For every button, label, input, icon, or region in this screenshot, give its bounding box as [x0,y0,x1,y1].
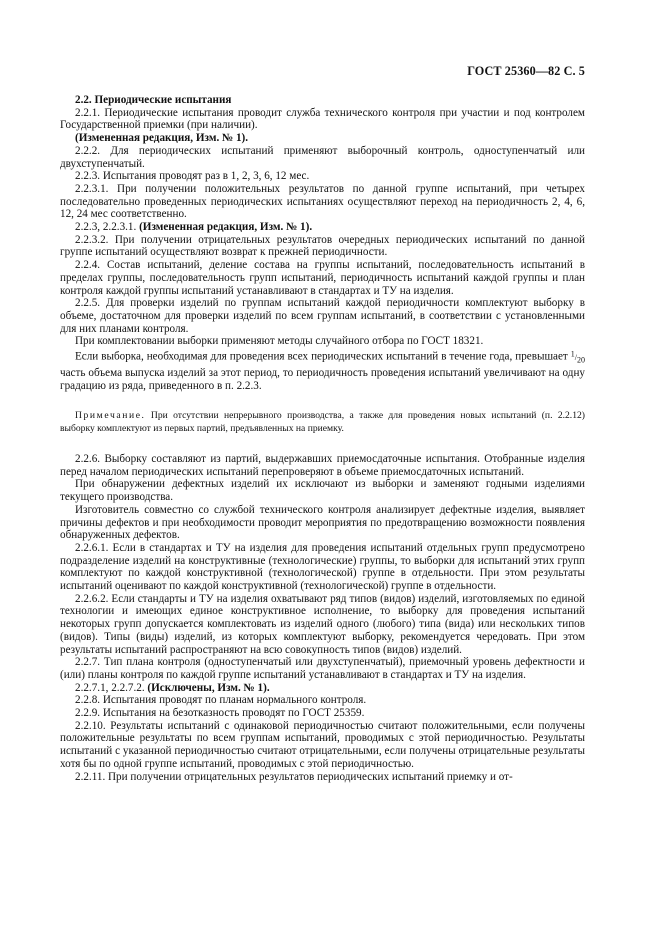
sample-size-text-a: Если выборка, необходимая для проведения всех периодических испытаний в течение года, превышает [75,350,571,363]
note-block [60,410,585,435]
paragraph-defect-replace: При обнаружении дефектных изделий их исключают из выборки и заменяют годными изделиями текущего производства. [60,478,585,504]
paragraph-2-2-6-1: 2.2.6.1. Если в стандартах и ТУ на изделия для проведения испытаний отдельных групп предусмотрено подразделение изделий на конструктивные (технологические) группы, то выборки для испытаний этих групп комплектуют по каждой конструктивной (технологической) группе в отдельности. При этом результаты испытаний оценивают по каждой конструктивной (технологической) группе в отдельности. [60,541,585,593]
paragraph-2-2-1: 2.2.1. Периодические испытания проводит служба технического контроля при участии и под контролем Государственной приемки (при наличии). [60,106,585,132]
fraction-one-twentieth: $^1/_{20}$ [570,349,585,365]
revision-note-2-prefix: 2.2.3, 2.2.3.1. [75,221,140,234]
section-title-2-2: 2.2. Периодические испытания [75,94,232,106]
revision-note-2 [60,221,585,234]
revision-note-2-bold: (Измененная редакция, Изм. № 1). [139,221,313,234]
paragraph-2-2-3-2: 2.2.3.2. При получении отрицательных результатов очередных периодических испытаний по данной группе испытаний осуществляют возврат к прежней периодичности. [60,233,585,259]
paragraph-defect-analysis: Изготовитель совместно со службой технического контроля анализирует дефектные изделия, выявляет причины дефектов и при необходимости проводит мероприятия по предотвращению возможности появления обнаруженных дефектов. [60,503,585,542]
note-label: Примечание. [75,410,146,422]
paragraph-2-2-5: 2.2.5. Для проверки изделий по группам испытаний каждой периодичности комплектуют выборку в объеме, достаточном для проверки изделий по всем группам испытаний, в соответствии с установленными для них планами контроля. [60,297,585,335]
paragraph-2-2-11: 2.2.11. При получении отрицательных результатов периодических испытаний приемку и от- [75,770,513,783]
paragraph-2-2-2: 2.2.2. Для периодических испытаний применяют выборочный контроль, одноступенчатый или двухступенчатый. [60,144,585,170]
fraction-denominator: 20 [577,355,585,365]
paragraph-2-2-8: 2.2.8. Испытания проводят по планам нормального контроля. [75,694,367,707]
note-text: При отсутствии непрерывного производства, а также для проведения новых испытаний (п. 2.2.12) выборку комплектуют из первых партий, предъявленных на приемку. [60,410,585,434]
paragraph-sampling-method: При комплектовании выборки применяют методы случайного отбора по ГОСТ 18321. [75,335,484,348]
sample-size-text-b: часть объема выпуска изделий за этот период, то периодичность проведения испытаний увеличивают на одну градацию из ряда, приведенного в п. 2.2.3. [60,367,585,392]
paragraph-2-2-6-2: 2.2.6.2. Если стандарты и ТУ на изделия охватывают ряд типов (видов) изделий, изготовляемых по единой технологии и имеющих единое конструктивное исполнение, то выборку для проведения испытаний некоторых групп допускается комплектовать из изделий одного (любого) типа (вида) или нескольких типов (видов). Типы (виды) изделий, из которых комплектуют выборку, рекомендуется чередовать. При этом результаты испытаний распространяют на всю совокупность типов (видов) изделий. [60,592,585,656]
paragraph-2-2-3: 2.2.3. Испытания проводят раз в 1, 2, 3, 6, 12 мес. [75,170,310,183]
paragraph-2-2-7: 2.2.7. Тип плана контроля (одноступенчатый или двухступенчатый), приемочный уровень дефектности и (или) планы контроля по каждой группе испытаний устанавливают в стандартах и ТУ на изделия. [60,656,585,681]
paragraph-2-2-10: 2.2.10. Результаты испытаний с одинаковой периодичностью считают положительными, если получены положительные результаты по всем группам испытаний, проводимых с этой периодичностью. Результаты испытаний с указанной периодичностью считают отрицательными, если получены отрицательные результаты хотя бы по одной группе испытаний, проводимых с этой периодичностью. [60,719,585,770]
document-body [60,94,585,783]
fraction-numerator: 1 [570,349,575,359]
paragraph-2-2-9: 2.2.9. Испытания на безотказность проводят по ГОСТ 25359. [75,707,365,720]
revision-note-1: (Измененная редакция, Изм. № 1). [75,132,249,145]
paragraph-2-2-3-1: 2.2.3.1. При получении положительных результатов по данной группе испытаний, при четырех последовательно проведенных периодических испытаниях осуществляют переход на периодичность 2, 4, 6, 12, 24 мес соответственно. [60,182,585,221]
excluded-note-bold: (Исключены, Изм. № 1). [147,681,270,694]
paragraph-2-2-4: 2.2.4. Состав испытаний, деление состава на группы испытаний, последовательность испытаний в пределах группы, последовательность групп испытаний, периодичность испытаний каждой группы и план контроля каждой группы испытаний устанавливают в стандартах и ТУ на изделия. [60,259,585,297]
excluded-note-prefix: 2.2.7.1, 2.2.7.2. [75,681,148,694]
paragraph-2-2-6: 2.2.6. Выборку составляют из партий, выдержавших приемосдаточные испытания. Отобранные изделия перед началом периодических испытаний перепроверяют в объеме приемосдаточных испытаний. [60,453,585,478]
excluded-note [60,682,585,695]
paragraph-sample-size [60,348,585,392]
page-header: ГОСТ 25360—82 С. 5 [467,64,585,78]
